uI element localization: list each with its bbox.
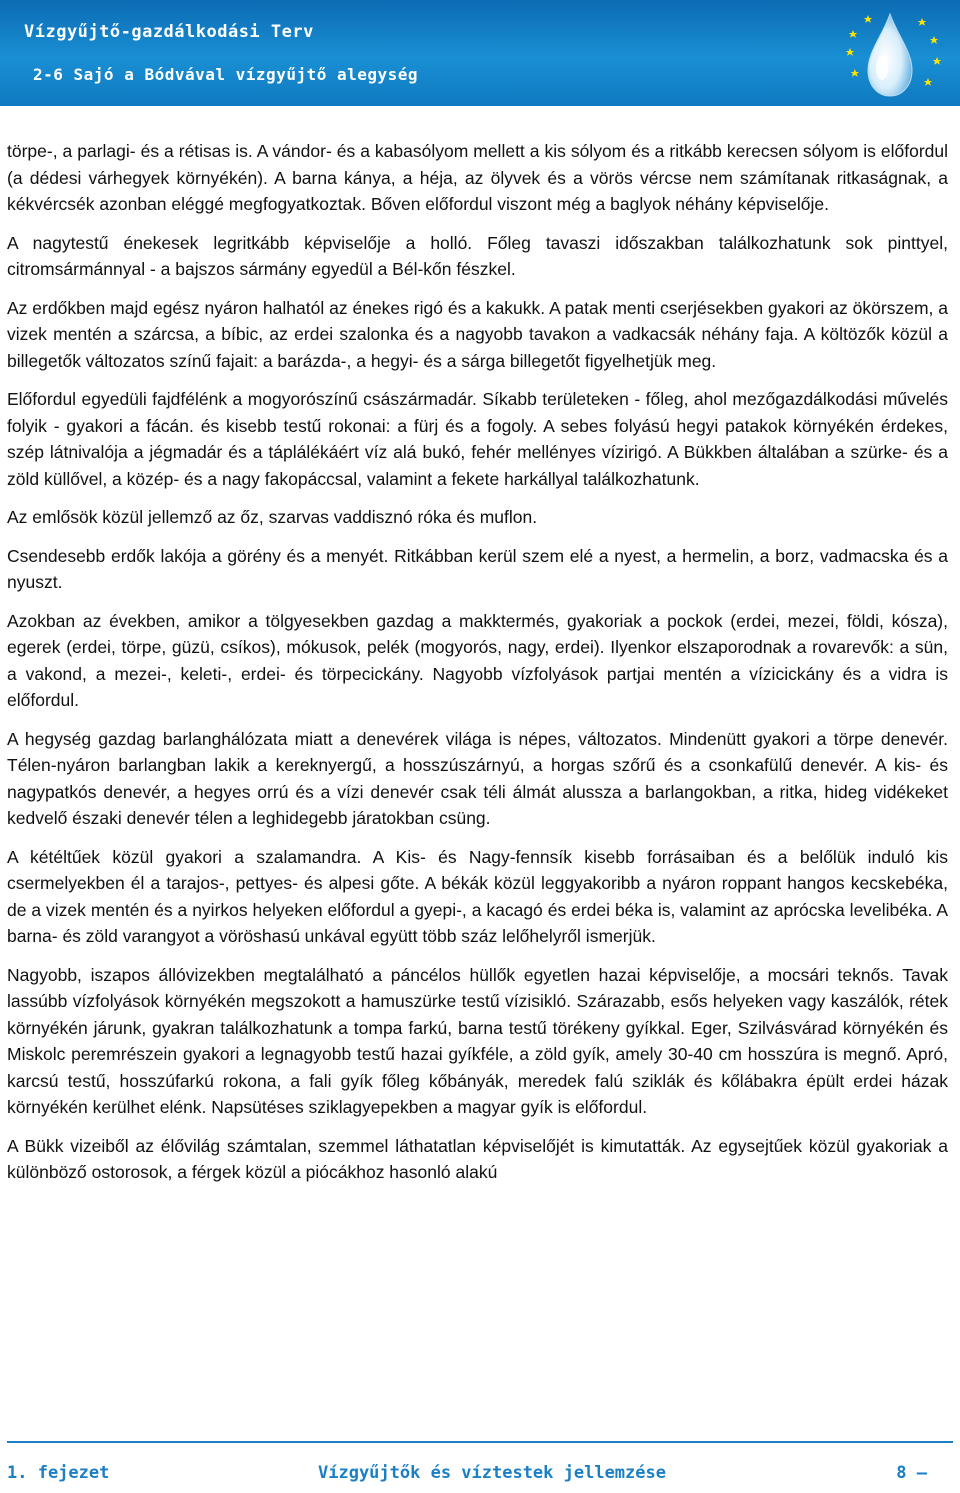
footer-section-title: Vízgyűjtők és víztestek jellemzése (318, 1463, 666, 1483)
footer-divider (7, 1441, 953, 1443)
paragraph: A hegység gazdag barlanghálózata miatt a denevérek világa is népes, változatos. Mindenütt gyakori a törpe denevér. Télen-nyáron barlangban lakik a kereknyergű, a hosszúszárnyú, a horgas szőrű és a csonkafülű denevér. A kis- és nagypatkós denevér, a hegyes orrú és a vízi denevér csak téli álmát alussza a barlangokban, a ritka, hideg vidékeket kedvelő északi denevér télen a leghidegebb járatokban csüng. (7, 728, 948, 828)
paragraph: A nagytestű énekesek legritkább képviselője a holló. Főleg tavaszi időszakban találkozhatunk sok pinttyel, citromsármánnyal - a bajszos sármány egyedül a Bél-kőn fészkel. (7, 232, 948, 279)
eu-stars-water-drop-logo-icon (832, 6, 942, 102)
paragraph: Előfordul egyedüli fajdfélénk a mogyorószínű császármadár. Síkabb területeken - főleg, ahol mezőgazdálkodási művelés folyik - gyakori a fácán. és kisebb testű rokonai: a fürj és a fogoly. A sebes folyású hegyi patakok környékén érdekes, szép látnivalója a jégmadár és a táplálékáért víz alá bukó, fehér mellényes vízirigó. A Bükkben általában a szürke- és a zöld küllővel, a közép- és a nagy fakopáccsal, valamint a fekete harkállyal találkozhatunk. (7, 389, 948, 489)
document-title: Vízgyűjtő-gazdálkodási Terv (24, 22, 314, 42)
paragraph: Csendesebb erdők lakója a görény és a menyét. Ritkábban kerül szem elé a nyest, a hermelin, a borz, vadmacska és a nyuszt. (7, 545, 948, 592)
footer-chapter: 1. fejezet (7, 1463, 110, 1483)
paragraph: törpe-, a parlagi- és a rétisas is. A vándor- és a kabasólyom mellett a kis sólyom és a ritkább kerecsen sólyom is előfordul (a dédesi várhegyek környékén). A barna kánya, a héja, az ölyvek és a vörös vércse nem számítanak ritkaságnak, a kékvércsék azonban eléggé megfogyatkoztak. Bőven előfordul viszont még a baglyok néhány képviselője. (7, 141, 948, 214)
paragraph: A Bükk vizeiből az élővilág számtalan, szemmel láthatatlan képviselőjét is kimutatták. Az egysejtűek közül gyakoriak a különböző ostorosok, a férgek közül a piócákhoz hasonló alakú (7, 1135, 948, 1182)
paragraph: Az erdőkben majd egész nyáron halhatól az énekes rigó és a kakukk. A patak menti cserjésekben gyakori az ökörszem, a vizek mentén a szárcsa, a bíbic, az erdei szalonka és a nagyobb tavakon a vadkacsák néhány faja. A költözők közül a billegetők változatos színű fajait: a barázda-, a hegyi- és a sárga billegetőt figyelhetjük meg. (7, 297, 948, 371)
body-text (7, 138, 948, 1198)
page-header (0, 0, 960, 106)
document-subtitle: 2-6 Sajó a Bódvával vízgyűjtő alegység (33, 65, 419, 84)
page-footer (7, 1463, 953, 1489)
paragraph: Nagyobb, iszapos állóvizekben megtalálható a páncélos hüllők egyetlen hazai képviselője, a mocsári teknős. Tavak lassúbb vízfolyások környékén megszokott a hamuszürke testű vízisikló. Szárazabb, esős helyeken vagy kaszálók, rétek környékén járunk, gyakran találkozhatunk a tompa farkú, barna testű törékeny gyíkkal. Eger, Szilvásvárad környékén és Miskolc peremrészein gyakori a legnagyobb testű hazai gyíkféle, a zöld gyík, amely 30-40 cm hosszúra is megnő. Apró, karcsú testű, hosszúfarkú rokona, a fali gyík főleg kőbányák, meredek falú sziklák és kőlábakra épült erdei házak környékén kerülhet elénk. Napsütéses sziklagyepekben a magyar gyík is előfordul. (7, 964, 948, 1117)
paragraph: A kétéltűek közül gyakori a szalamandra. A Kis- és Nagy-fennsík kisebb forrásaiban és a belőlük induló kis csermelyekben él a tarajos-, pettyes- és alpesi gőte. A békák közül leggyakoribb a nyáron roppant hangos kecskebéka, de a vizek mentén és a nyirkos helyeken előfordul a gyepi-, a kacagó és erdei béka is, valamint az aprócska levelibéka. A barna- és zöld varangyot a vöröshasú unkával együtt több száz lelőhelyről ismerjük. (7, 846, 948, 946)
page-number: 8 — (896, 1463, 927, 1483)
paragraph: Az emlősök közül jellemző az őz, szarvas vaddisznó róka és muflon. (7, 507, 538, 527)
paragraph: Azokban az években, amikor a tölgyesekben gazdag a makktermés, gyakoriak a pockok (erdei, mezei, földi, kósza), egerek (erdei, törpe, güzü, csíkos), mókusok, pelék (mogyorós, nagy, erdei). Ilyenkor elszaporodnak a rovarevők: a sün, a vakond, a mezei-, keleti-, erdei- és törpecickány. Nagyobb vízfolyások partjai mentén a vízicickány és a vidra is előfordul. (7, 610, 948, 710)
